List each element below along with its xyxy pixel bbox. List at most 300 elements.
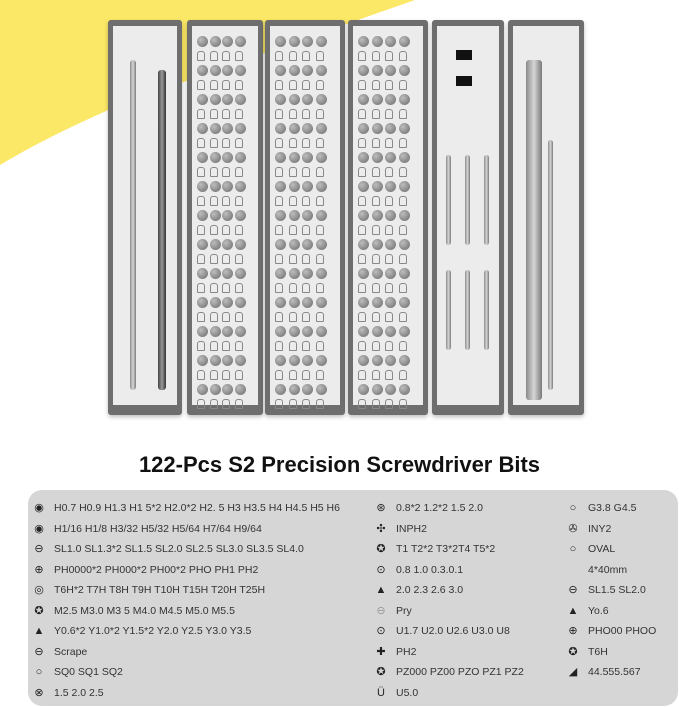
screwdriver-bit [275,138,283,148]
screwdriver-bit [399,210,410,221]
screwdriver-bit [399,109,407,119]
screwdriver-bit [372,254,380,264]
screwdriver-bit [197,268,208,279]
screwdriver-bit [275,80,283,90]
screwdriver-bit [316,326,327,337]
spec-row [374,522,427,536]
screwdriver-bit [197,399,205,409]
screwdriver-bit [197,36,208,47]
screwdriver-bit [316,384,327,395]
slotted-icon: ⊖ [568,584,578,596]
screwdriver-bit [289,123,300,134]
screwdriver-bit [372,384,383,395]
screwdriver-bit [372,225,380,235]
screwdriver-bit [399,254,407,264]
screwdriver-bit [385,370,393,380]
screwdriver-bit [385,326,396,337]
screwdriver-bit [316,370,324,380]
screwdriver-bit [302,254,310,264]
spec-text: H1/16 H1/8 H3/32 H5/32 H5/64 H7/64 H9/64 [54,522,262,535]
screwdriver-bit [197,341,205,351]
screwdriver-bit [275,312,283,322]
spec-row [566,583,646,597]
screwdriver-bit [222,196,230,206]
screwdriver-bit [275,181,286,192]
screwdriver-bit [399,355,410,366]
screwdriver-bit [222,152,233,163]
screwdriver-bit [316,152,327,163]
screwdriver-bit [197,51,205,61]
screwdriver-bit [302,370,310,380]
spec-text: 1.5 2.0 2.5 [54,686,104,699]
spec-row [32,563,258,577]
screwdriver-bit [358,196,366,206]
spec-row [32,604,235,618]
spec-row [374,583,463,597]
screwdriver-bit [289,109,297,119]
screwdriver-bit [399,399,407,409]
screwdriver-bit [358,268,369,279]
screwdriver-bit [235,94,246,105]
u-type-icon: ⊙ [376,625,386,637]
screwdriver-bit [222,94,233,105]
screwdriver-bit [289,225,297,235]
phillips-icon: ⊕ [34,563,44,576]
screwdriver-bit [399,65,410,76]
spec-row [566,522,611,536]
screwdriver-bit [399,268,410,279]
screwdriver-bit [210,355,221,366]
screwdriver-bit [302,326,313,337]
spec-text: T6H*2 T7H T8H T9H T10H T15H T20H T25H [54,584,266,596]
screwdriver-bit [302,167,310,177]
screwdriver-case-image [100,14,590,424]
spec-row [374,686,418,700]
screwdriver-bit [358,370,366,380]
screwdriver-bit [235,355,246,366]
screwdriver-bit [210,80,218,90]
spec-row [32,645,87,659]
screwdriver-bit [289,297,300,308]
torx-icon: ✪ [568,645,578,658]
screwdriver-bit [275,254,283,264]
screwdriver-bit [372,80,380,90]
screwdriver-bit [302,283,310,293]
screwdriver-bit [275,167,283,177]
screwdriver-bit [222,297,233,308]
screwdriver-bit [385,80,393,90]
screwdriver-bit [358,109,366,119]
screwdriver-bit [372,94,383,105]
screwdriver-bit [372,152,383,163]
spec-text: G3.8 G4.5 [588,502,637,514]
screwdriver-bit [399,225,407,235]
screwdriver-bit [289,312,297,322]
screwdriver-bit [316,268,327,279]
screwdriver-bit [399,123,410,134]
spec-text: H0.7 H0.9 H1.3 H1 5*2 H2.0*2 H2. 5 H3 H3.5 H4 H4.5 H5 H6 [54,502,340,514]
screwdriver-bit [372,283,380,293]
scrape-icon: ⊖ [34,645,44,658]
screwdriver-bit [372,355,383,366]
screwdriver-bit [372,138,380,148]
spec-text: PZ000 PZ00 PZO PZ1 PZ2 [396,666,524,678]
screwdriver-bit [399,341,407,351]
screwdriver-bit [197,109,205,119]
screwdriver-bit [302,123,313,134]
u-icon: Ü [377,686,385,699]
screwdriver-bit [385,152,396,163]
screwdriver-bit [235,225,243,235]
spec-text: PH0000*2 PH000*2 PH00*2 PHO PH1 PH2 [54,563,259,576]
screwdriver-bit [316,254,324,264]
screwdriver-bit [385,36,396,47]
screwdriver-bit [222,225,230,235]
spec-text: Y0.6*2 Y1.0*2 Y1.5*2 Y2.0 Y2.5 Y3.0 Y3.5 [54,625,252,637]
screwdriver-bit [358,239,369,250]
screwdriver-bit [316,109,324,119]
spec-text: Yo.6 [588,604,609,617]
spec-row [32,624,251,638]
screwdriver-bit [372,210,383,221]
screwdriver-bit [289,341,297,351]
tri-wing-icon: ▲ [33,625,45,637]
screwdriver-bit [316,138,324,148]
screwdriver-bit [197,297,208,308]
screwdriver-bit [289,283,297,293]
screwdriver-bit [210,36,221,47]
screwdriver-bit [210,225,218,235]
case-panel-extension [108,20,182,415]
screwdriver-bit [235,181,246,192]
screwdriver-bit [358,297,369,308]
screwdriver-bit [210,196,218,206]
pentalobe-icon: ⊛ [376,502,386,514]
inner-phillips-icon: ✣ [376,522,386,535]
screwdriver-bit [222,123,233,134]
hex-icon: ◉ [34,502,44,514]
screwdriver-bit [372,109,380,119]
screwdriver-bit [222,210,233,221]
screwdriver-bit [385,94,396,105]
screwdriver-bit [210,297,221,308]
screwdriver-bit [235,65,246,76]
screwdriver-bit [316,51,324,61]
case-panel-bits-1 [187,20,263,415]
screwdriver-bit [302,181,313,192]
screwdriver-bit [385,239,396,250]
screwdriver-bit [235,399,243,409]
screwdriver-bit [289,36,300,47]
spec-row [374,563,463,577]
screwdriver-bit [302,152,313,163]
screwdriver-bit [399,80,407,90]
screwdriver-bit [210,370,218,380]
screwdriver-bit [385,268,396,279]
screwdriver-bit [235,312,243,322]
screwdriver-bit [316,341,324,351]
screwdriver-bit [275,51,283,61]
screwdriver-bit [385,384,396,395]
screwdriver-bit [316,297,327,308]
screwdriver-bit [399,167,407,177]
screwdriver-bit [235,109,243,119]
screwdriver-bit [210,181,221,192]
screwdriver-bit [316,239,327,250]
inner-y-icon: ✇ [568,522,578,535]
screwdriver-bit [385,65,396,76]
screwdriver-bit [289,94,300,105]
screwdriver-bit [289,181,300,192]
screwdriver-bit [197,283,205,293]
screwdriver-bit [210,152,221,163]
spec-row [566,665,641,679]
screwdriver-bit [385,181,396,192]
screwdriver-bit [302,36,313,47]
screwdriver-bit [316,65,327,76]
pry-icon: ⊖ [376,604,386,617]
screwdriver-bit [222,167,230,177]
dot-circle-icon: ⊙ [376,563,386,576]
screwdriver-bit [358,341,366,351]
screwdriver-bit [210,51,218,61]
screwdriver-bit [235,152,246,163]
screwdriver-bit [275,355,286,366]
screwdriver-bit [372,36,383,47]
spec-text: OVAL [588,543,616,555]
screwdriver-bit [235,254,243,264]
screwdriver-bit [358,225,366,235]
screwdriver-bit [197,123,208,134]
screwdriver-bit [316,225,324,235]
screwdriver-bit [197,138,205,148]
pozidriv-icon: ✪ [376,666,386,678]
triangle-icon: ▲ [375,584,387,596]
screwdriver-bit [385,254,393,264]
screwdriver-bit [289,399,297,409]
screwdriver-bit [372,268,383,279]
screwdriver-bit [275,210,286,221]
screwdriver-bit [372,341,380,351]
spec-row [32,542,304,556]
screwdriver-bit [316,181,327,192]
screwdriver-bit [385,196,393,206]
screwdriver-bit [222,80,230,90]
spec-text: 0.8 1.0 0.3.0.1 [396,563,464,576]
screwdriver-bit [302,210,313,221]
screwdriver-bit [316,355,327,366]
screwdriver-bit [235,167,243,177]
screwdriver-bit [275,225,283,235]
screwdriver-bit [385,225,393,235]
screwdriver-bit [385,210,396,221]
spec-text: Scrape [54,645,88,658]
screwdriver-bit [289,65,300,76]
screwdriver-bit [197,225,205,235]
screwdriver-bit [197,370,205,380]
screwdriver-bit [399,181,410,192]
screwdriver-bit [210,268,221,279]
screwdriver-bit [275,152,286,163]
spline-icon: ✪ [34,604,44,617]
screwdriver-bit [235,36,246,47]
case-panel-handle [508,20,584,415]
spec-text: INY2 [588,522,612,535]
spec-row [566,624,656,638]
screwdriver-bit [399,196,407,206]
screwdriver-bit [289,210,300,221]
spec-row [566,501,636,515]
screwdriver-bit [372,312,380,322]
screwdriver-bit [222,138,230,148]
screwdriver-bit [302,80,310,90]
screwdriver-bit [197,254,205,264]
screwdriver-bit [289,326,300,337]
spec-text: SQ0 SQ1 SQ2 [54,666,123,678]
gear-circle-icon: ○ [569,502,577,514]
screwdriver-bit [358,254,366,264]
screwdriver-bit [358,51,366,61]
screwdriver-bit [302,355,313,366]
screwdriver-bit [358,210,369,221]
screwdriver-bit [399,51,407,61]
screwdriver-bit [235,123,246,134]
screwdriver-bit [372,399,380,409]
spec-row [32,501,340,515]
screwdriver-bit [210,254,218,264]
screwdriver-bit [275,109,283,119]
screwdriver-bit [358,94,369,105]
screwdriver-bit [235,384,246,395]
screwdriver-bit [222,283,230,293]
screwdriver-bit [399,152,410,163]
spec-row [32,583,265,597]
screwdriver-bit [302,239,313,250]
screwdriver-bit [235,283,243,293]
screwdriver-bit [210,109,218,119]
case-panel-bits-2 [265,20,345,415]
screwdriver-bit [316,283,324,293]
screwdriver-bit [399,36,410,47]
screwdriver-bit [302,384,313,395]
screwdriver-bit [197,181,208,192]
spec-row [32,522,262,536]
spec-row [374,645,416,659]
screwdriver-bit [275,297,286,308]
screwdriver-bit [222,341,230,351]
screwdriver-bit [210,94,221,105]
screwdriver-bit [275,283,283,293]
spec-row [374,604,412,618]
spec-text: T1 T2*2 T3*2T4 T5*2 [396,543,496,555]
case-panel-bits-3 [348,20,428,415]
screwdriver-bit [358,65,369,76]
screwdriver-bit [385,297,396,308]
screwdriver-bit [275,123,286,134]
screwdriver-bit [222,239,233,250]
screwdriver-bit [197,152,208,163]
screwdriver-bit [275,341,283,351]
screwdriver-bit [289,196,297,206]
screwdriver-bit [197,94,208,105]
screwdriver-bit [302,399,310,409]
screwdriver-bit [222,51,230,61]
screwdriver-bit [385,312,393,322]
screwdriver-bit [399,94,410,105]
screwdriver-bit [289,51,297,61]
screwdriver-bit [222,36,233,47]
oval-icon: ○ [569,543,577,555]
screwdriver-bit [372,51,380,61]
screwdriver-bit [399,312,407,322]
screwdriver-bit [358,355,369,366]
screwdriver-bit [210,239,221,250]
screwdriver-bit [316,196,324,206]
spec-list-panel [28,490,678,706]
screwdriver-bit [358,123,369,134]
screwdriver-bit [358,399,366,409]
spec-text: T6H [588,645,608,658]
screwdriver-bit [289,239,300,250]
screwdriver-bit [358,138,366,148]
screwdriver-bit [235,268,246,279]
screwdriver-bit [235,51,243,61]
screwdriver-bit [197,326,208,337]
torx-hole-icon: ◎ [34,584,44,596]
square-icon: ○ [35,666,43,678]
screwdriver-bit [210,210,221,221]
screwdriver-bit [302,138,310,148]
screwdriver-bit [399,138,407,148]
screwdriver-bit [197,80,205,90]
screwdriver-bit [358,80,366,90]
spec-text: 2.0 2.3 2.6 3.0 [396,584,464,596]
hex-icon: ◉ [34,522,44,535]
spec-row [566,542,615,556]
screwdriver-bit [358,283,366,293]
screwdriver-bit [289,355,300,366]
hook-icon: ◢ [568,666,578,678]
screwdriver-bit [222,384,233,395]
screwdriver-bit [197,384,208,395]
screwdriver-bit [275,399,283,409]
screwdriver-bit [275,370,283,380]
phillips-solid-icon: ✚ [376,645,386,658]
screwdriver-bit [289,138,297,148]
screwdriver-bit [235,341,243,351]
screwdriver-bit [358,181,369,192]
screwdriver-bit [275,36,286,47]
screwdriver-bit [235,80,243,90]
screwdriver-bit [222,65,233,76]
screwdriver-bit [302,225,310,235]
screwdriver-bit [275,94,286,105]
screwdriver-bit [275,65,286,76]
screwdriver-bit [197,196,205,206]
screwdriver-bit [385,167,393,177]
spec-text: INPH2 [396,522,427,535]
screwdriver-bit [358,326,369,337]
screwdriver-bit [275,384,286,395]
screwdriver-bit [275,239,286,250]
screwdriver-bit [210,167,218,177]
screwdriver-bit [385,283,393,293]
spec-row [374,665,524,679]
spec-row [566,645,608,659]
screwdriver-bit [358,167,366,177]
tri-wing-icon: ▲ [567,604,579,617]
screwdriver-bit [210,312,218,322]
